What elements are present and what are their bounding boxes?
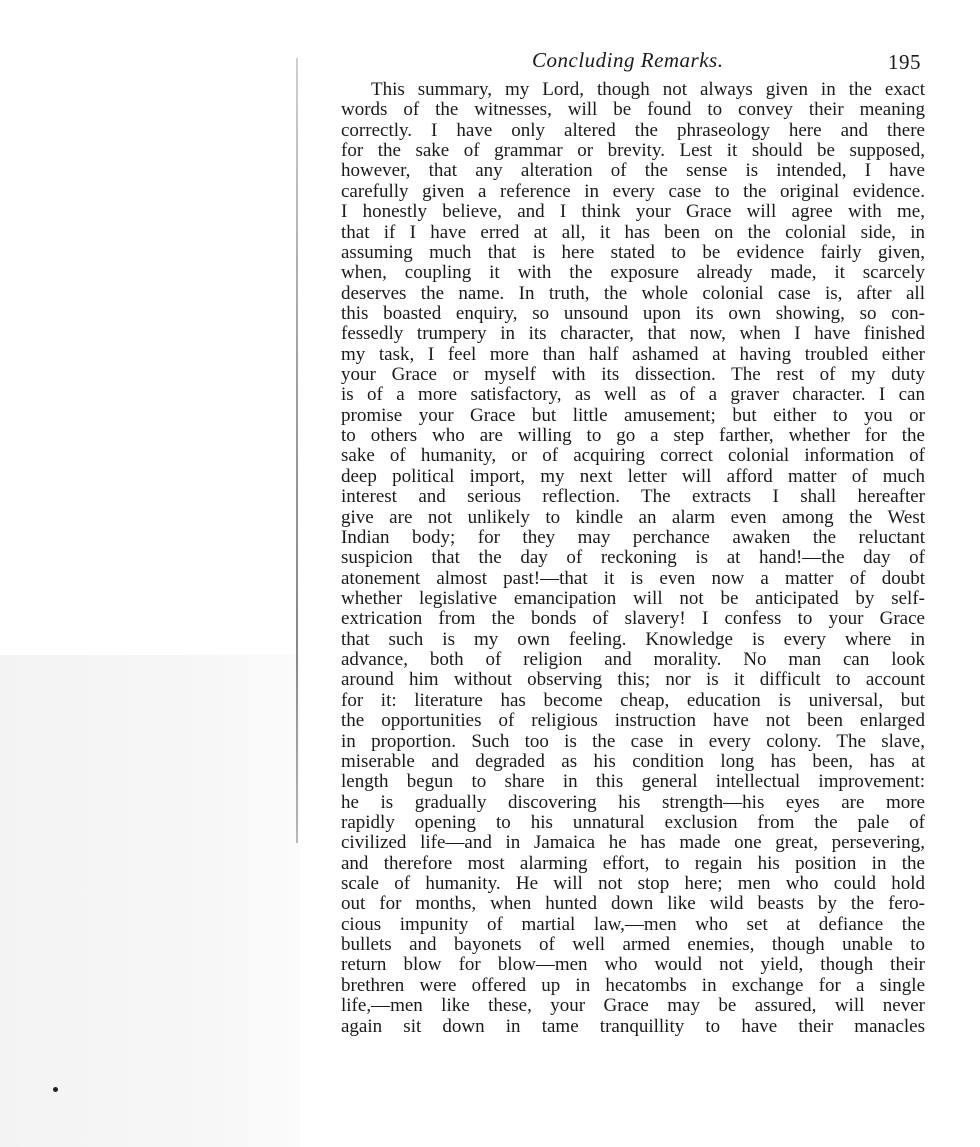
text-line: sake of humanity, or of acquiring correct colonial information of bbox=[341, 445, 925, 467]
text-line: this boasted enquiry, so unsound upon its own showing, so con- bbox=[341, 302, 925, 324]
text-line: bullets and bayonets of well armed enemies, though unable to bbox=[341, 934, 925, 956]
body-text bbox=[341, 80, 925, 1037]
text-line: again sit down in tame tranquillity to have their manacles bbox=[341, 1015, 925, 1037]
text-line: the opportunities of religious instruction have not been enlarged bbox=[341, 710, 925, 732]
text-line: around him without observing this; nor is it difficult to account bbox=[341, 669, 925, 691]
text-line: advance, both of religion and morality. No man can look bbox=[341, 649, 925, 671]
text-line: rapidly opening to his unnatural exclusion from the pale of bbox=[341, 811, 925, 833]
text-line: length begun to share in this general intellectual improvement: bbox=[341, 771, 925, 793]
text-line: he is gradually discovering his strength—his eyes are more bbox=[341, 791, 925, 813]
text-line: scale of humanity. He will not stop here; men who could hold bbox=[341, 873, 925, 895]
text-line: life,—men like these, your Grace may be assured, will never bbox=[341, 995, 925, 1017]
text-line: words of the witnesses, will be found to convey their meaning bbox=[341, 99, 925, 121]
text-line: to others who are willing to go a step farther, whether for the bbox=[341, 425, 925, 447]
text-line: however, that any alteration of the sense is intended, I have bbox=[341, 160, 925, 182]
page-number: 195 bbox=[888, 50, 921, 74]
text-line: This summary, my Lord, though not always given in the exact bbox=[371, 79, 925, 100]
text-line: out for months, when hunted down like wild beasts by the fero- bbox=[341, 893, 925, 915]
text-line: in proportion. Such too is the case in every colony. The slave, bbox=[341, 730, 925, 752]
text-line: Indian body; for they may perchance awaken the reluctant bbox=[341, 526, 925, 548]
text-line: fessedly trumpery in its character, that now, when I have finished bbox=[341, 323, 925, 345]
running-head bbox=[340, 48, 925, 78]
text-line: extrication from the bonds of slavery! I confess to your Grace bbox=[341, 608, 925, 630]
text-line: whether legislative emancipation will not be anticipated by self- bbox=[341, 587, 925, 609]
text-line: your Grace or myself with its dissection. The rest of my duty bbox=[341, 364, 925, 386]
text-line: cious impunity of martial law,—men who set at defiance the bbox=[341, 913, 925, 935]
text-line: that if I have erred at all, it has been on the colonial side, in bbox=[341, 221, 925, 243]
scan-speck bbox=[53, 1087, 58, 1092]
scan-gutter-shadow bbox=[0, 655, 300, 1147]
text-line: miserable and degraded as his condition long has been, has at bbox=[341, 750, 925, 772]
text-line: when, coupling it with the exposure already made, it scarcely bbox=[341, 262, 925, 284]
text-line: is of a more satisfactory, as well as of a graver character. I can bbox=[341, 384, 925, 406]
text-line: assuming much that is here stated to be evidence fairly given, bbox=[341, 241, 925, 263]
text-line: my task, I feel more than half ashamed at having troubled either bbox=[341, 343, 925, 365]
text-line: deserves the name. In truth, the whole colonial case is, after all bbox=[341, 282, 925, 304]
text-line: return blow for blow—men who would not yield, though their bbox=[341, 954, 925, 976]
binding-edge-line bbox=[296, 58, 298, 843]
text-line: deep political import, my next letter will afford matter of much bbox=[341, 465, 925, 487]
text-line: civilized life—and in Jamaica he has made one great, persevering, bbox=[341, 832, 925, 854]
text-line: for the sake of grammar or brevity. Lest it should be supposed, bbox=[341, 140, 925, 162]
text-line: interest and serious reflection. The extracts I shall hereafter bbox=[341, 486, 925, 508]
text-line: correctly. I have only altered the phraseology here and there bbox=[341, 119, 925, 141]
text-line: atonement almost past!—that it is even now a matter of doubt bbox=[341, 567, 925, 589]
text-line: promise your Grace but little amusement; but either to you or bbox=[341, 404, 925, 426]
text-line: and therefore most alarming effort, to regain his position in the bbox=[341, 852, 925, 874]
text-line: brethren were offered up in hecatombs in exchange for a single bbox=[341, 974, 925, 996]
text-line: I honestly believe, and I think your Grace will agree with me, bbox=[341, 201, 925, 223]
text-line: for it: literature has become cheap, education is universal, but bbox=[341, 689, 925, 711]
text-line: that such is my own feeling. Knowledge is every where in bbox=[341, 628, 925, 650]
text-line: carefully given a reference in every case to the original evidence. bbox=[341, 180, 925, 202]
text-line: give are not unlikely to kindle an alarm even among the West bbox=[341, 506, 925, 528]
text-line: suspicion that the day of reckoning is at hand!—the day of bbox=[341, 547, 925, 569]
running-title: Concluding Remarks. bbox=[532, 48, 724, 72]
